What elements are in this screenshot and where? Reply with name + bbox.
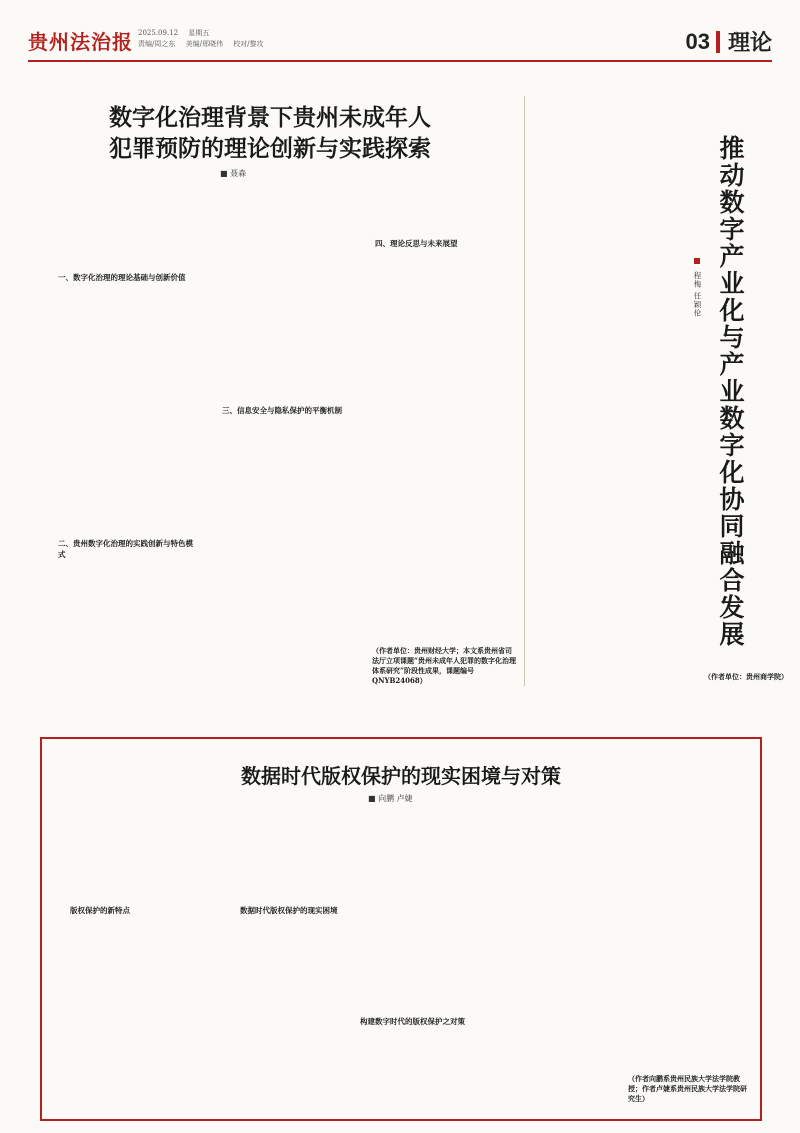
issue-meta — [138, 28, 272, 50]
article-side-byline-text: 程梅 任颖伦 — [693, 271, 702, 318]
article-a-section-4: 四、理论反思与未来展望 — [375, 239, 458, 248]
article-b-byline: ■ 向鹏 卢婕 — [368, 794, 413, 803]
page-number: 03 — [685, 28, 710, 54]
article-a-section-2: 二、贵州数字化治理的实践创新与特色模式 — [58, 539, 193, 559]
byline-marker — [694, 258, 700, 264]
article-b-section-1: 版权保护的新特点 — [70, 906, 130, 915]
newspaper-logo: 贵州法治报 — [28, 30, 133, 54]
editor-credit: 责编/周之东 — [138, 40, 176, 48]
masthead-rule — [28, 60, 772, 62]
article-b-headline: 数据时代版权保护的现实困境与对策 — [241, 764, 561, 788]
article-a-title-line1: 数字化治理背景下贵州未成年人 — [109, 104, 431, 131]
article-b-section-3: 构建数字时代的版权保护之对策 — [360, 1017, 465, 1026]
article-side-title: 推动数字产业化与产业数字化协同融合发展 — [716, 135, 745, 648]
masthead — [28, 26, 772, 56]
article-a-credit: （作者单位：贵州财经大学；本文系贵州省司法厅立项课题“贵州未成年人犯罪的数字化治理体系研究”阶段性成果，课题编号QNYB24068） — [372, 646, 517, 685]
article-a-section-3: 三、信息安全与隐私保护的平衡机制 — [222, 406, 342, 415]
article-a-headline — [50, 102, 490, 164]
article-side-credit: （作者单位：贵州商学院） — [704, 672, 788, 681]
issue-weekday: 星期五 — [188, 29, 210, 37]
issue-date: 2025.09.12 — [138, 29, 179, 37]
article-a-byline: ■ 聂森 — [220, 169, 247, 178]
proof-credit: 校对/黎攻 — [233, 40, 264, 48]
article-b-section-2: 数据时代版权保护的现实困境 — [240, 906, 338, 915]
column-divider — [524, 96, 525, 686]
page-divider-bar — [716, 31, 720, 53]
article-a-title-line2: 犯罪预防的理论创新与实践探索 — [109, 135, 431, 162]
article-b-credit: （作者向鹏系贵州民族大学法学院教授；作者卢婕系贵州民族大学法学院研究生） — [628, 1074, 747, 1103]
page-tag — [686, 26, 773, 57]
article-side-byline — [692, 258, 703, 317]
section-name: 理论 — [727, 30, 772, 56]
design-credit: 美编/邢晓伟 — [185, 40, 223, 48]
article-a-section-1: 一、数字化治理的理论基础与创新价值 — [58, 273, 186, 282]
